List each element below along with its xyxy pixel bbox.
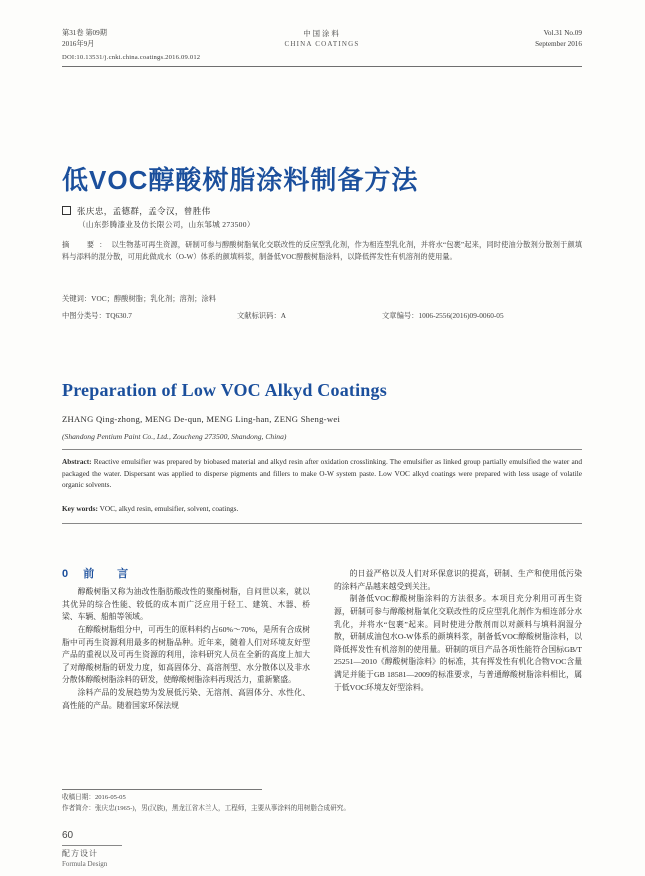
header-date: 2016年9月 [62,39,95,48]
section-heading [62,565,134,581]
abstract-en [62,456,582,491]
section-title: 前 言 [83,568,135,580]
abstract-cn-label: 摘 要： [62,240,112,249]
section-number: 0 [62,568,75,580]
header-volume-block [62,28,212,50]
author-bio: 作者简介：张庆忠(1965-)，男(汉族)，黑龙江省木兰人，工程师，主要从事涂料的用树脂合成研究。 [62,804,350,812]
body-column-left [62,586,310,712]
bullet-square-icon [62,206,71,215]
footer-divider [62,845,122,846]
paragraph: 的日益严格以及人们对环保意识的提高，研制、生产和使用低污染的涂料产品越来越受到关注。 [334,569,582,591]
column-name-en: Formula Design [62,860,108,868]
header-journal-name [232,28,412,50]
header-volume-en: Vol.31 No.09 [543,29,582,37]
keywords-en [62,504,582,513]
abstract-en-label: Abstract: [62,457,92,466]
page-number: 60 [62,830,74,841]
received-date: 收稿日期：2016-05-05 [62,794,126,801]
running-header [62,28,582,63]
abstract-en-bottom-rule [62,523,582,524]
keywords-en-label: Key words: [62,504,98,513]
paragraph: 醇酸树脂又称为油改性脂肪酸改性的聚酯树脂，自问世以来，就以其优异的综合性能、较低的成本而广泛应用于轻工、建筑、木器、桥梁、车辆、船舶等领域。 [62,587,310,622]
document-code: 文献标识码：A [237,311,287,320]
authors-cn-text: 张庆忠，孟德群，孟令汉，曾胜伟 [77,206,211,216]
abstract-en-top-rule [62,449,582,450]
paragraph: 制备低VOC醇酸树脂涂料的方法很多。本项目充分利用可再生资源，研制可参与醇酸树脂氧化交联改性的反应型乳化剂作为相连部分水乳化，并将水“包裹”起来。同时使进分散剂而以对颜料与填料润湿分散，研制成油包水O-W体系的颜填料浆，制备低VOC醇酸树脂涂料，以降低挥发性有机溶剂的使用量。研制的项目产品各项性能符合国标GB/T 25251—2010《醇酸树脂涂料》的标准，其有挥发性有机化合物VOC含量满足并能于GB 18581—2009的标准要求，与普通醇酸树脂涂料相比，属于低VOC环境友好型涂料。 [334,594,582,692]
journal-name-en: CHINA COATINGS [284,40,360,49]
header-volume-en-block [432,28,582,50]
header-date-en: September 2016 [535,39,582,48]
keywords-en-text: VOC, alkyd resin, emulsifier, solvent, coatings. [97,504,239,513]
article-id: 文章编号：1006-2556(2016)09-0060-05 [382,311,504,320]
doi-line: DOI:10.13531/j.cnki.china.coatings.2016.09.012 [62,53,201,61]
journal-name-cn: 中国涂料 [303,29,341,38]
header-volume-issue: 第31卷 第09期 [62,29,107,37]
abstract-cn-text: 以生物基可再生资源，研制可参与醇酸树脂氧化交联改性的反应型乳化剂，作为相连型乳化剂，并将水“包裹”起来，同时使油分散剂分散剂于颜填料与添料的混分散，可用此做成水（O-W）体系的颜填料浆，制备低VOC醇酸树脂涂料，以降低挥发性有机溶剂的使用量。 [62,240,582,262]
column-name-cn: 配方设计 [62,849,98,858]
page-title-en: Preparation of Low VOC Alkyd Coatings [62,380,387,400]
keywords-cn: 关键词：VOC；醇酸树脂；乳化剂；溶剂；涂料 [62,294,217,303]
affiliation-cn: （山东彭腾漆业及仿长限公司，山东邹城 273500） [78,220,255,229]
paragraph: 在醇酸树脂组分中，可再生的原料料约占60%～70%，是所有合成树脂中可再生资源利用最多的树脂品种。近年来，随着人们对环境友好型产品的重视以及可再生资源的利用，涂料研究人员在全新的高度上加大了对醇酸树脂的研发力度，如高固体分、高溶剂型、水分散体以及非水分散体醇酸树脂涂料的研发，使醇酸树脂涂料再现活力，重新繁盛。 [62,624,310,685]
clc-number: 中图分类号：TQ630.7 [62,311,132,320]
authors-en: ZHANG Qing-zhong, MENG De-qun, MENG Ling-han, ZENG Sheng-wei [62,414,341,424]
body-column-right [334,568,582,694]
footnotes [62,793,362,815]
footnote-divider [62,789,262,790]
header-divider [62,66,582,67]
page-title-cn: 低VOC醇酸树脂涂料制备方法 [62,165,419,195]
affiliation-en: (Shandong Pentium Paint Co., Ltd., Zoucheng 273500, Shandong, China) [62,432,287,441]
classification-row [62,311,582,321]
paragraph: 涂料产品的发展趋势为发展低污染、无溶剂、高固体分、水性化、高性能的产品。随着国家环保法规 [62,688,310,710]
authors-cn [62,205,211,217]
abstract-en-text: Reactive emulsifier was prepared by biobased material and alkyd resin after oxidation crosslinking. The emulsifier as linked group partially emulsified the water and packaged the water. Dispersant was applied to disperse pigments and fillers to make O-W system paste. Low VOC alkyd coatings were prepared with less usage of volatile organic solvents. [62,457,582,490]
abstract-cn [62,239,582,263]
